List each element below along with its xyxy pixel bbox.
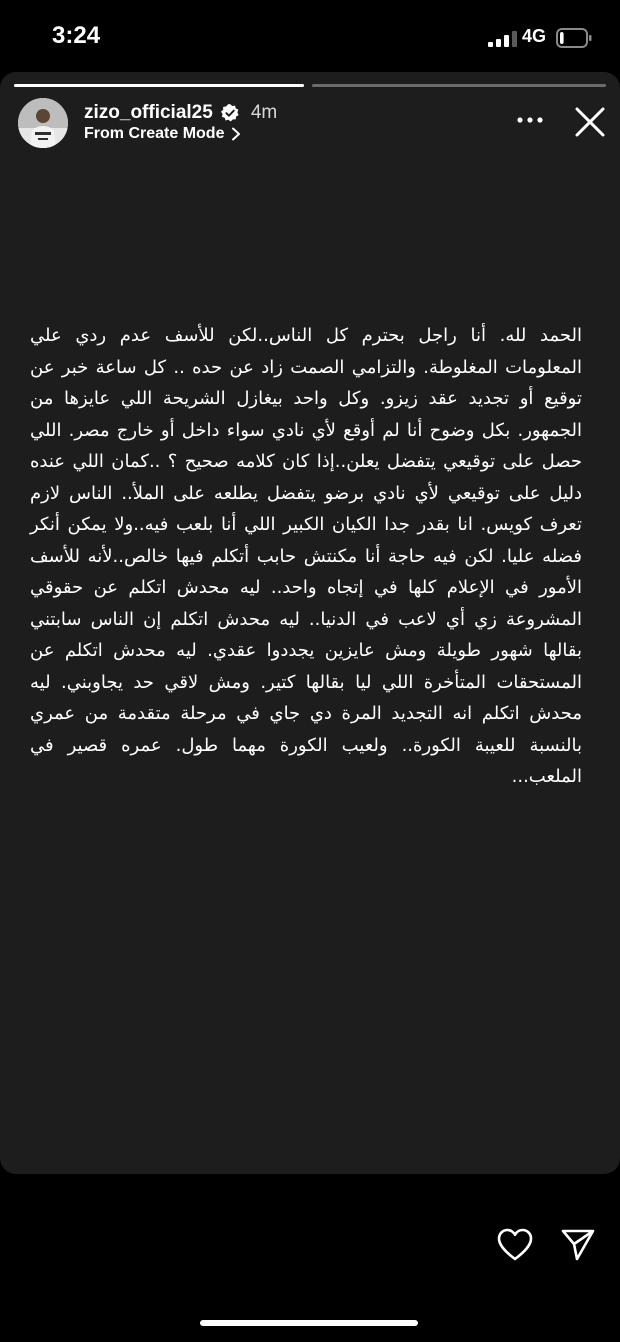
signal-icon (488, 31, 518, 47)
story-progress-segment-1 (14, 84, 304, 87)
home-indicator[interactable] (200, 1320, 418, 1326)
battery-icon (556, 28, 592, 48)
close-icon[interactable] (574, 106, 606, 138)
avatar-image (18, 98, 68, 148)
send-icon[interactable] (560, 1228, 596, 1262)
create-mode-label: From Create Mode (84, 125, 225, 142)
status-time: 3:24 (52, 22, 101, 49)
network-label: 4G (522, 26, 547, 46)
heart-icon[interactable] (497, 1228, 533, 1262)
story-progress-fill-1 (14, 84, 304, 87)
chevron-right-icon (230, 127, 242, 141)
status-bar (0, 0, 620, 72)
create-mode-link[interactable] (84, 125, 242, 143)
more-dots-icon[interactable] (516, 116, 544, 124)
story-caption: الحمد لله. أنا راجل بحترم كل الناس..لكن للأسف عدم ردي علي المعلومات المغلوطة. والتزامي الصمت زاد عن حده .. كل ساعة خبر عن توقيع أو تجديد عقد زيزو. وكل واحد بيغازل الشريحة اللي عايزها من الجمهور. بكل وضوح أنا لم أوقع لأي نادي سواء داخل أو خارج مصر. اللي حصل على توقيعي يتفضل يعلن..إذا كان كلامه صحيح ؟ ..كمان اللي عنده دليل على توقيعي لأي نادي برضو يتفضل يطلعه على الملأ.. الناس لازم تعرف كويس. انا بقدر جدا الكيان الكبير اللي أنا بلعب فيه..ولا يمكن أنكر فضله عليا. لكن فيه حاجة أنا مكنتش حابب أتكلم فيها خالص..لأنه للأسف الأمور في الإعلام كلها في إتجاه واحد.. ليه محدش اتكلم عن حقوقي المشروعة زي أي لاعب في الدنيا.. ليه محدش اتكلم إن الناس سابتني بقالها شهور طويلة ومش عايزين يجددوا عقدي. ليه محدش اتكلم عن المستحقات المتأخرة اللي ليا بقالها كتير. ومش لاقي حد يجاوبني. ليه محدش اتكلم انه التجديد المرة دي جاي في مرحلة متقدمة من عمري بالنسبة للعيبة الكورة.. ولعيب الكورة مهما طول. عمره قصير في الملعب... (30, 325, 582, 787)
story-time-ago: 4m (250, 102, 278, 123)
verified-badge-icon (221, 104, 239, 122)
avatar[interactable] (18, 98, 68, 148)
username[interactable]: zizo_official25 (84, 102, 213, 123)
story-progress-segment-2 (312, 84, 606, 87)
story-card[interactable] (0, 72, 620, 1174)
story-header (84, 100, 277, 126)
